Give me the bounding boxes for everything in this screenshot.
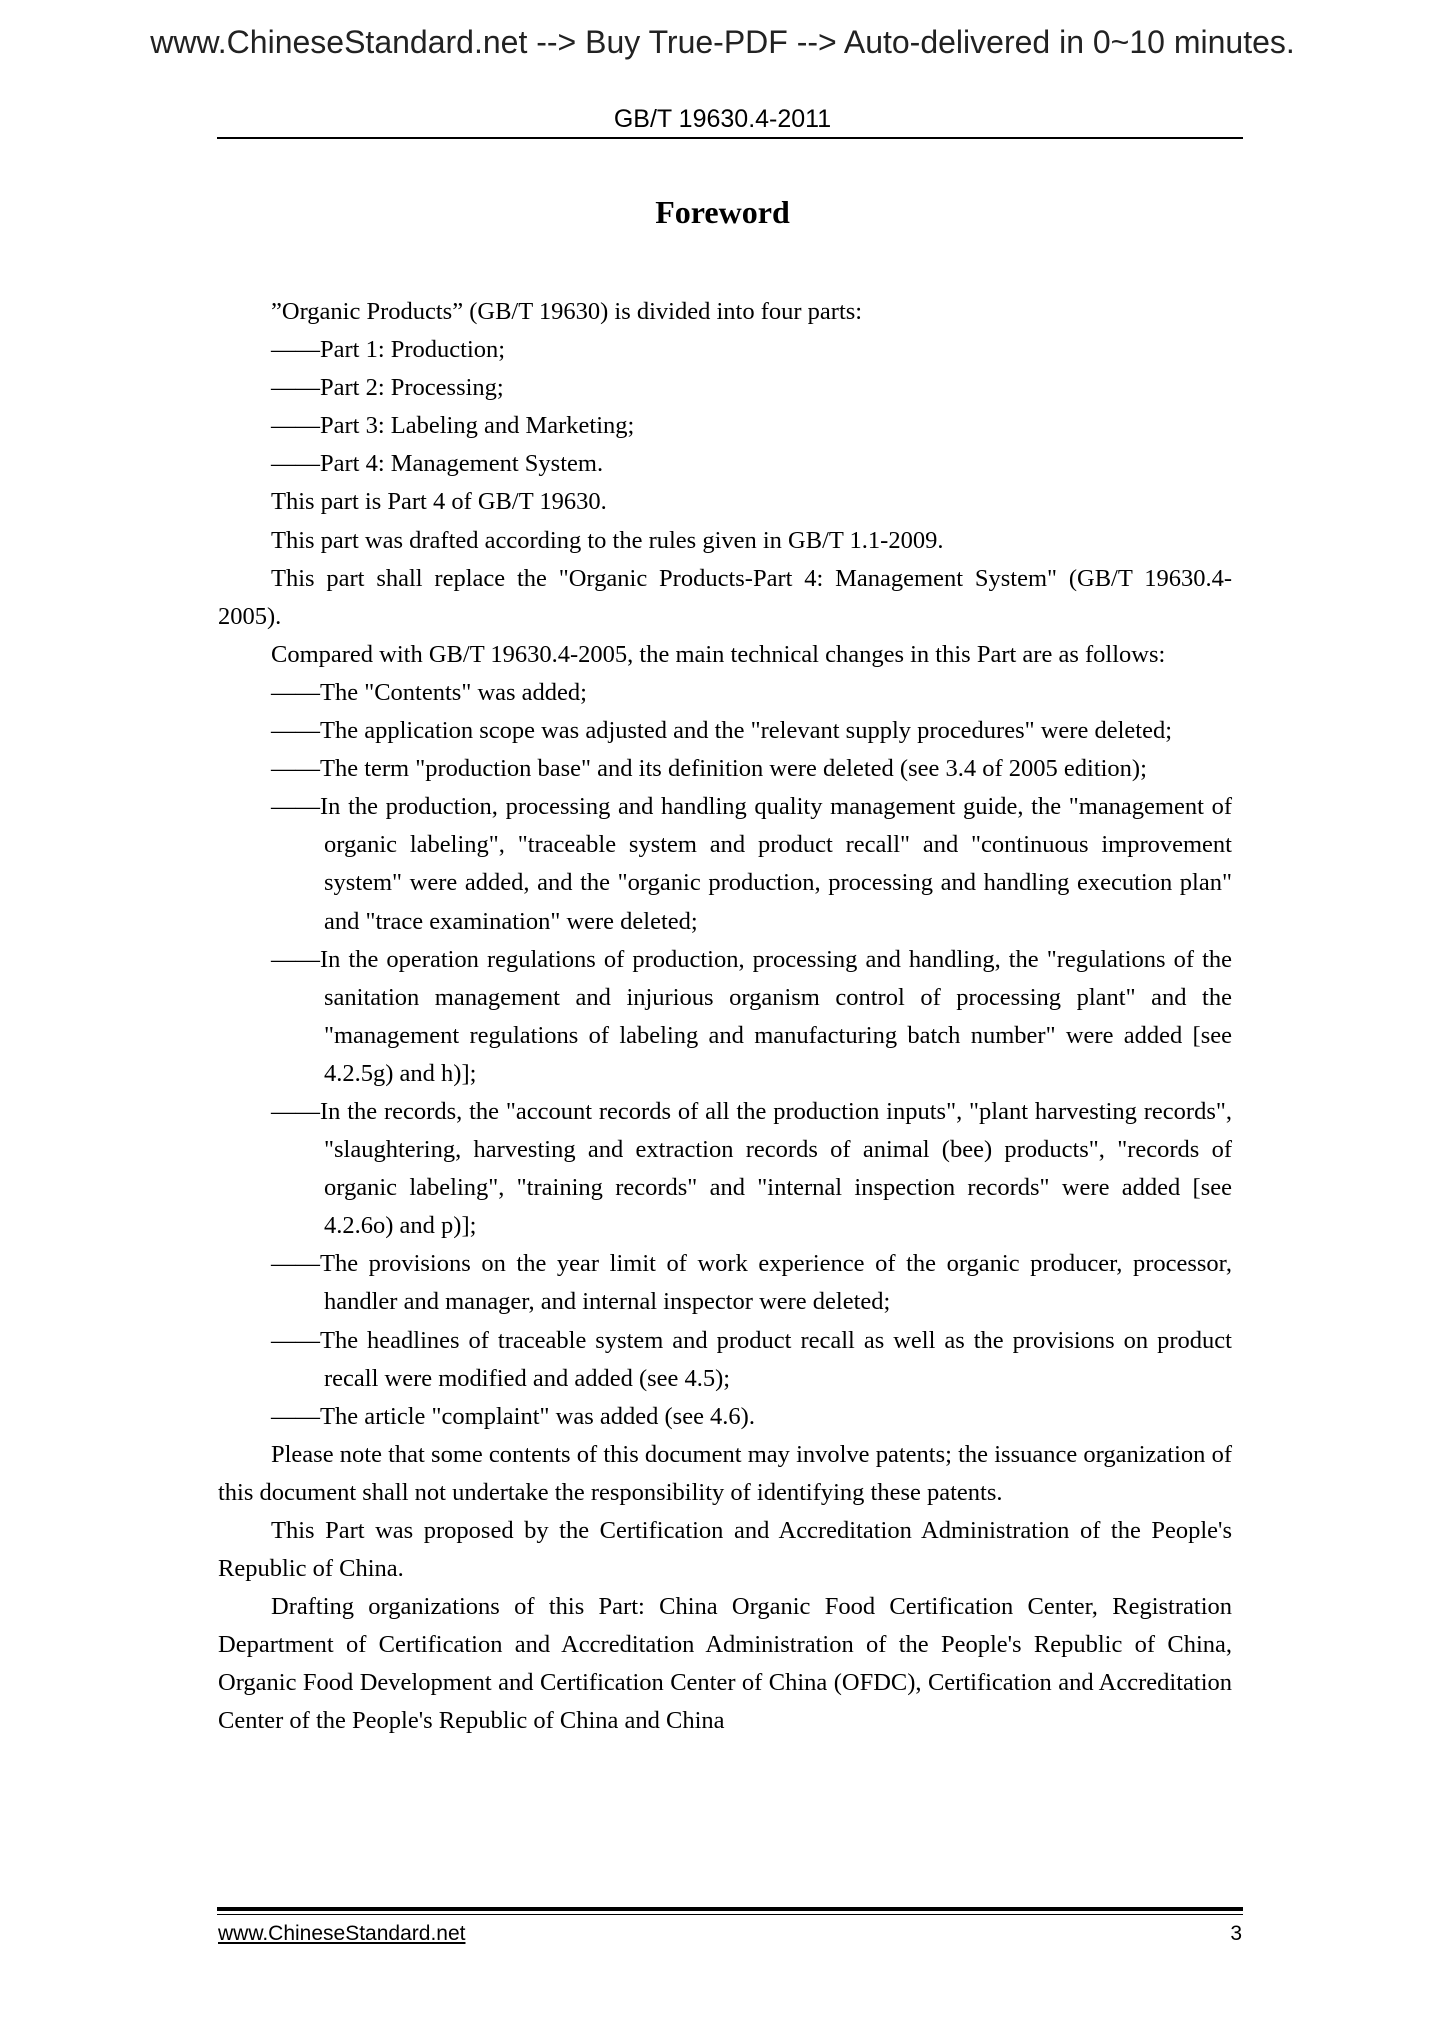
list-item-change: ——In the records, the "account records of all the production inputs", "plant harvesting records", "slaughtering, harvesting and extraction records of animal (bee) products", "records of organic labeling", "training records" and "internal inspection records" were added [see 4.2.6o) and p)]; (271, 1097, 1232, 1240)
page-number: 3 (1230, 1922, 1242, 1945)
paragraph-proposer: This Part was proposed by the Certification and Accreditation Administration of the People's Republic of China. (218, 1517, 1232, 1583)
list-item-change: ——The application scope was adjusted and the "relevant supply procedures" were deleted; (271, 717, 1173, 745)
list-item-change: ——The headlines of traceable system and product recall as well as the provisions on product recall were modified and added (see 4.5); (271, 1326, 1232, 1392)
site-banner[interactable]: www.ChineseStandard.net --> Buy True-PDF --> Auto-delivered in 0~10 minutes. (150, 24, 1295, 60)
paragraph-patents: Please note that some contents of this document may involve patents; the issuance organization of this document shall not undertake the responsibility of identifying these patents. (218, 1440, 1232, 1506)
list-item-part-2: ——Part 2: Processing; (271, 374, 504, 402)
footer-divider-thick (217, 1907, 1243, 1911)
paragraph-part-statement: This part is Part 4 of GB/T 19630. (271, 488, 607, 516)
list-item-change: ——The article "complaint" was added (see 4.6). (271, 1402, 755, 1430)
paragraph-replacement: This part shall replace the "Organic Products-Part 4: Management System" (GB/T 19630.4-2005). (218, 564, 1232, 630)
page-title: Foreword (655, 194, 790, 230)
paragraph-intro: ”Organic Products” (GB/T 19630) is divided into four parts: (271, 298, 863, 325)
footer-divider-thin (217, 1914, 1243, 1915)
footer-site-link[interactable]: www.ChineseStandard.net (218, 1922, 466, 1945)
paragraph-drafting-rules: This part was drafted according to the rules given in GB/T 1.1-2009. (271, 526, 944, 554)
list-item-change: ——The provisions on the year limit of work experience of the organic producer, processor, handler and manager, and internal inspector were deleted; (271, 1250, 1232, 1316)
paragraph-drafting-organizations: Drafting organizations of this Part: China Organic Food Certification Center, Registration Department of Certification and Accreditation Administration of the People's Republic of China, Organic Food Development and Certification Center of China (OFDC), Certification and Accreditation Center of the People's Republic of China and China (218, 1593, 1232, 1735)
list-item-part-1: ——Part 1: Production; (271, 336, 506, 364)
list-item-change: ——In the operation regulations of production, processing and handling, the "regulations of the sanitation management and injurious organism control of processing plant" and the "management regulations of labeling and manufacturing batch number" were added [see 4.2.5g) and h)]; (271, 945, 1232, 1087)
paragraph-changes-intro: Compared with GB/T 19630.4-2005, the main technical changes in this Part are as follows: (271, 640, 1166, 668)
header-divider (217, 137, 1243, 139)
list-item-part-3: ——Part 3: Labeling and Marketing; (271, 412, 635, 440)
list-item-part-4: ——Part 4: Management System. (271, 450, 604, 478)
foreword-body (218, 293, 1232, 1741)
list-item-change: ——In the production, processing and handling quality management guide, the "management of organic labeling", "traceable system and product recall" and "continuous improvement system" were added, and the "organic production, processing and handling execution plan" and "trace examination" were deleted; (271, 793, 1232, 935)
document-code-header: GB/T 19630.4-2011 (613, 105, 832, 133)
list-item-change: ——The "Contents" was added; (271, 678, 587, 706)
list-item-change: ——The term "production base" and its definition were deleted (see 3.4 of 2005 edition); (271, 755, 1147, 783)
